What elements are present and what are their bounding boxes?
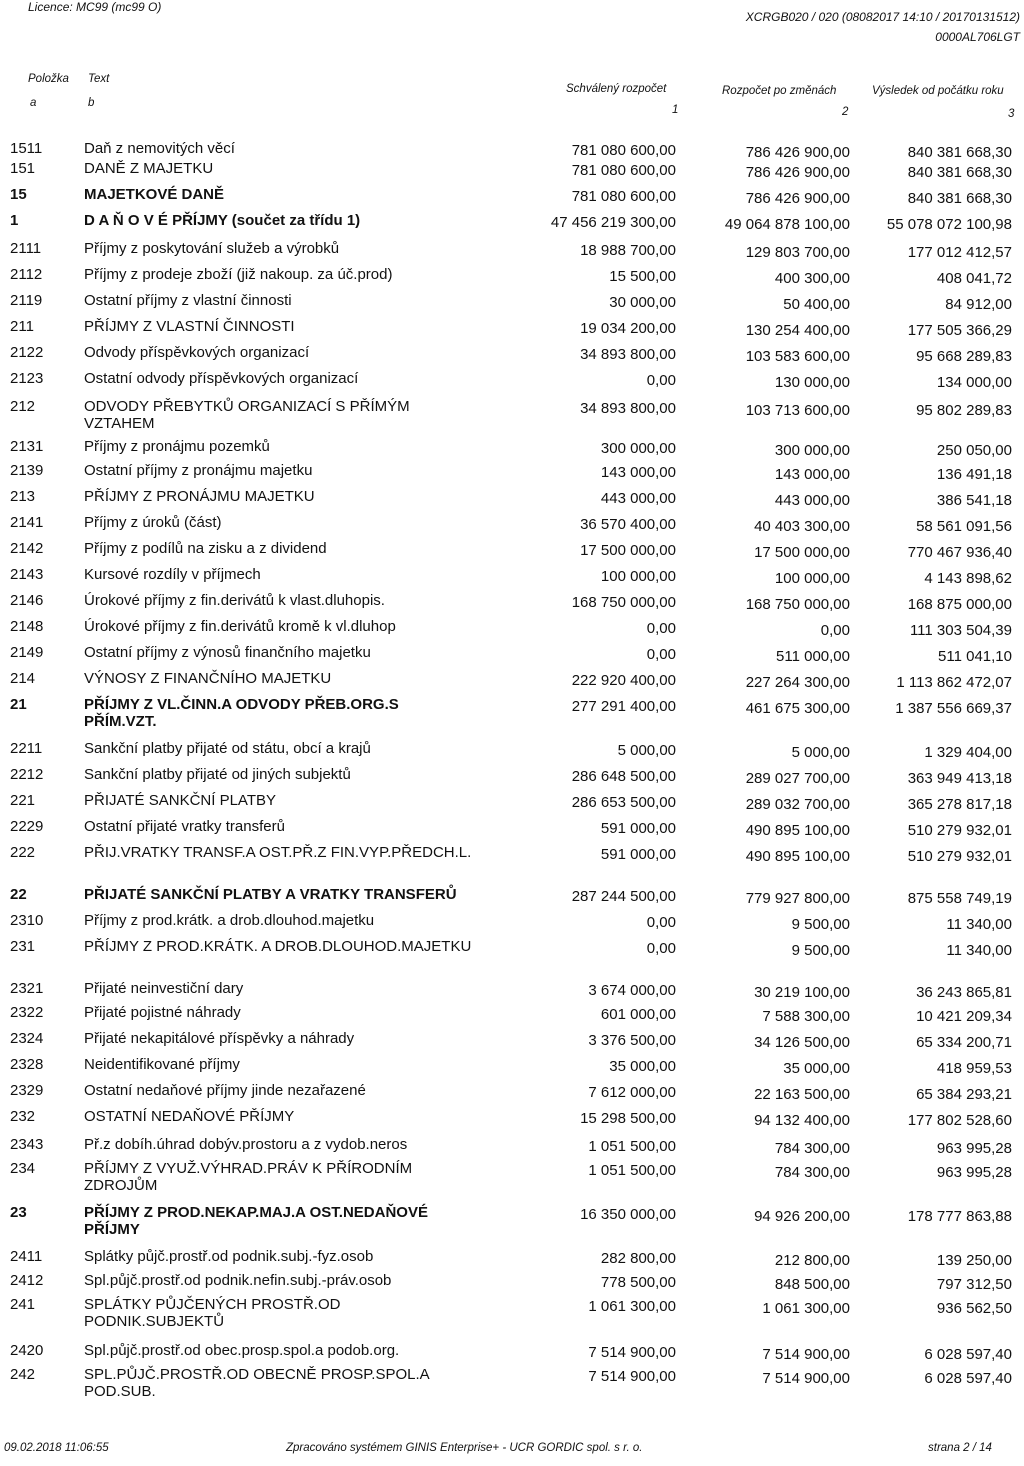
row-adjusted-budget: 461 675 300,00 (745, 700, 850, 717)
row-text: Kursové rozdíly v příjmech (84, 566, 261, 583)
row-code: 2321 (10, 980, 44, 997)
row-approved-budget: 222 920 400,00 (571, 672, 676, 689)
row-adjusted-budget: 35 000,00 (783, 1060, 850, 1077)
row-approved-budget: 0,00 (646, 620, 676, 637)
report-code: 0000AL706LGT (935, 30, 1020, 44)
row-adjusted-budget: 7 514 900,00 (762, 1346, 850, 1363)
row-text: PŘÍJMY Z VLASTNÍ ČINNOSTI (84, 318, 295, 335)
row-result: 177 012 412,57 (907, 244, 1012, 261)
row-code: 2146 (10, 592, 44, 609)
row-result: 177 802 528,60 (907, 1112, 1012, 1129)
row-adjusted-budget: 40 403 300,00 (754, 518, 850, 535)
row-approved-budget: 781 080 600,00 (571, 162, 676, 179)
row-result: 65 334 200,71 (916, 1034, 1012, 1051)
row-text: Ostatní příjmy z výnosů finančního majetku (84, 644, 371, 661)
row-adjusted-budget: 212 800,00 (774, 1252, 850, 1269)
row-result: 770 467 936,40 (907, 544, 1012, 561)
row-adjusted-budget: 9 500,00 (791, 916, 850, 933)
row-approved-budget: 47 456 219 300,00 (550, 214, 676, 231)
row-adjusted-budget: 50 400,00 (783, 296, 850, 313)
row-adjusted-budget: 22 163 500,00 (754, 1086, 850, 1103)
row-approved-budget: 34 893 800,00 (580, 346, 676, 363)
row-code: 2420 (10, 1342, 44, 1359)
row-text: VÝNOSY Z FINANČNÍHO MAJETKU (84, 670, 332, 687)
row-result: 6 028 597,40 (924, 1346, 1012, 1363)
row-code: 1 (10, 212, 19, 229)
row-approved-budget: 3 376 500,00 (588, 1032, 676, 1049)
row-code: 2412 (10, 1272, 44, 1289)
row-code: 2123 (10, 370, 44, 387)
row-result: 11 340,00 (946, 916, 1012, 933)
col-text: Text (88, 73, 110, 85)
row-result: 418 959,53 (936, 1060, 1012, 1077)
row-text: Spl.půjč.prostř.od podnik.nefin.subj.-práv.osob (84, 1272, 392, 1289)
row-result: 136 491,18 (936, 466, 1012, 483)
row-text: Splátky půjč.prostř.od podnik.subj.-fyz.osob (84, 1248, 374, 1265)
system-note: Zpracováno systémem GINIS Enterprise+ - UCR GORDIC spol. s r. o. (286, 1442, 643, 1454)
row-text: Příjmy z prod.krátk. a drob.dlouhod.majetku (84, 912, 375, 929)
row-adjusted-budget: 289 032 700,00 (745, 796, 850, 813)
row-code: 2212 (10, 766, 44, 783)
row-code: 15 (10, 186, 27, 203)
row-code: 242 (10, 1366, 36, 1383)
row-adjusted-budget: 511 000,00 (776, 648, 850, 665)
row-code: 21 (10, 696, 27, 713)
row-adjusted-budget: 490 895 100,00 (745, 822, 850, 839)
row-code: 2343 (10, 1136, 44, 1153)
licence-label: Licence: MC99 (mc99 O) (28, 0, 162, 14)
row-approved-budget: 277 291 400,00 (571, 698, 676, 715)
row-approved-budget: 778 500,00 (600, 1274, 676, 1291)
row-code: 2324 (10, 1030, 44, 1047)
row-code: 2229 (10, 818, 44, 835)
row-approved-budget: 15 298 500,00 (580, 1110, 676, 1127)
row-code: 2142 (10, 540, 44, 557)
row-result: 11 340,00 (946, 942, 1012, 959)
row-approved-budget: 35 000,00 (609, 1058, 676, 1075)
row-result: 134 000,00 (936, 374, 1012, 391)
row-text: PŘIJ.VRATKY TRANSF.A OST.PŘ.Z FIN.VYP.PŘEDCH.L. (84, 844, 472, 861)
row-approved-budget: 7 612 000,00 (588, 1084, 676, 1101)
row-adjusted-budget: 1 061 300,00 (762, 1300, 850, 1317)
row-adjusted-budget: 94 132 400,00 (754, 1112, 850, 1129)
row-result: 386 541,18 (936, 492, 1012, 509)
row-result: 58 561 091,56 (916, 518, 1012, 535)
row-approved-budget: 286 648 500,00 (571, 768, 676, 785)
row-text: Daň z nemovitých věcí (84, 140, 235, 157)
row-adjusted-budget: 30 219 100,00 (754, 984, 850, 1001)
row-adjusted-budget: 9 500,00 (791, 942, 850, 959)
row-text: MAJETKOVÉ DANĚ (84, 186, 225, 203)
page-number: strana 2 / 14 (928, 1442, 992, 1454)
row-adjusted-budget: 7 588 300,00 (762, 1008, 850, 1025)
row-result: 6 028 597,40 (924, 1370, 1012, 1387)
row-code: 22 (10, 886, 27, 903)
row-result: 1 113 862 472,07 (896, 674, 1012, 691)
row-adjusted-budget: 300 000,00 (774, 442, 850, 459)
row-code: 2211 (10, 740, 43, 757)
row-result: 510 279 932,01 (907, 848, 1012, 865)
row-result: 178 777 863,88 (907, 1208, 1012, 1225)
row-approved-budget: 300 000,00 (600, 440, 676, 457)
col-b: b (88, 97, 95, 109)
col-vysledek: Výsledek od počátku roku (872, 85, 1004, 97)
row-adjusted-budget: 7 514 900,00 (762, 1370, 850, 1387)
row-text: Příjmy z prodeje zboží (již nakoup. za úč.prod) (84, 266, 393, 283)
row-code: 2149 (10, 644, 44, 661)
row-result: 963 995,28 (936, 1164, 1012, 1181)
row-code: 211 (10, 318, 34, 335)
row-text: D A Ň O V É PŘÍJMY (součet za třídu 1) (84, 212, 361, 229)
row-text: Úrokové příjmy z fin.derivátů k vlast.dluhopis. (84, 592, 385, 609)
row-text: PŘIJATÉ SANKČNÍ PLATBY A VRATKY TRANSFERŮ (84, 886, 457, 903)
col-num-2: 2 (842, 106, 849, 118)
row-approved-budget: 781 080 600,00 (571, 142, 676, 159)
row-text: SPLÁTKY PŮJČENÝCH PROSTŘ.OD PODNIK.SUBJEKTŮ (84, 1296, 341, 1330)
row-result: 10 421 209,34 (916, 1008, 1012, 1025)
row-result: 177 505 366,29 (907, 322, 1012, 339)
row-text: Neidentifikované příjmy (84, 1056, 240, 1073)
row-text: Odvody příspěvkových organizací (84, 344, 310, 361)
row-text: Ostatní příjmy z pronájmu majetku (84, 462, 313, 479)
row-approved-budget: 1 051 500,00 (588, 1138, 676, 1155)
row-result: 250 050,00 (936, 442, 1012, 459)
row-result: 511 041,10 (938, 648, 1012, 665)
row-result: 363 949 413,18 (907, 770, 1012, 787)
row-result: 963 995,28 (936, 1140, 1012, 1157)
row-text: Ostatní příjmy z vlastní činnosti (84, 292, 292, 309)
row-adjusted-budget: 848 500,00 (774, 1276, 850, 1293)
row-approved-budget: 7 514 900,00 (588, 1344, 676, 1361)
row-result: 840 381 668,30 (907, 164, 1012, 181)
row-result: 1 329 404,00 (924, 744, 1012, 761)
row-code: 151 (10, 160, 36, 177)
print-timestamp: 09.02.2018 11:06:55 (4, 1442, 109, 1454)
row-code: 2411 (10, 1248, 43, 1265)
col-num-1: 1 (672, 104, 679, 116)
row-code: 2141 (10, 514, 44, 531)
row-code: 222 (10, 844, 36, 861)
row-text: PŘÍJMY Z PROD.KRÁTK. A DROB.DLOUHOD.MAJETKU (84, 938, 472, 955)
row-adjusted-budget: 443 000,00 (774, 492, 850, 509)
row-approved-budget: 443 000,00 (600, 490, 676, 507)
row-code: 2322 (10, 1004, 44, 1021)
row-result: 55 078 072 100,98 (886, 216, 1012, 233)
row-approved-budget: 3 674 000,00 (588, 982, 676, 999)
row-text: Přijaté neinvestiční dary (84, 980, 244, 997)
row-adjusted-budget: 490 895 100,00 (745, 848, 850, 865)
row-code: 231 (10, 938, 36, 955)
row-approved-budget: 30 000,00 (609, 294, 676, 311)
row-adjusted-budget: 17 500 000,00 (754, 544, 850, 561)
row-approved-budget: 168 750 000,00 (571, 594, 676, 611)
row-text: DANĚ Z MAJETKU (84, 160, 214, 177)
row-result: 95 802 289,83 (916, 402, 1012, 419)
row-code: 214 (10, 670, 36, 687)
row-adjusted-budget: 143 000,00 (774, 466, 850, 483)
row-code: 2148 (10, 618, 44, 635)
row-approved-budget: 16 350 000,00 (580, 1206, 676, 1223)
row-approved-budget: 5 000,00 (617, 742, 676, 759)
row-text: Přijaté nekapitálové příspěvky a náhrady (84, 1030, 355, 1047)
row-text: PŘÍJMY Z VYUŽ.VÝHRAD.PRÁV K PŘÍRODNÍM ZDROJŮM (84, 1160, 413, 1194)
row-code: 2122 (10, 344, 44, 361)
row-approved-budget: 591 000,00 (600, 846, 676, 863)
row-approved-budget: 15 500,00 (609, 268, 676, 285)
col-po-zmenach: Rozpočet po změnách (722, 85, 837, 97)
col-polozka: Položka (28, 73, 69, 85)
row-text: Úrokové příjmy z fin.derivátů kromě k vl.dluhop (84, 618, 396, 635)
row-code: 234 (10, 1160, 36, 1177)
row-adjusted-budget: 103 713 600,00 (745, 402, 850, 419)
row-text: PŘÍJMY Z VL.ČINN.A ODVODY PŘEB.ORG.S PŘÍM.VZT. (84, 696, 399, 730)
row-approved-budget: 1 051 500,00 (588, 1162, 676, 1179)
row-text: Sankční platby přijaté od státu, obcí a krajů (84, 740, 371, 757)
row-adjusted-budget: 289 027 700,00 (745, 770, 850, 787)
row-text: Sankční platby přijaté od jiných subjektů (84, 766, 351, 783)
row-result: 840 381 668,30 (907, 190, 1012, 207)
row-code: 2112 (10, 266, 43, 283)
row-approved-budget: 286 653 500,00 (571, 794, 676, 811)
row-result: 36 243 865,81 (916, 984, 1012, 1001)
row-result: 408 041,72 (936, 270, 1012, 287)
row-approved-budget: 34 893 800,00 (580, 400, 676, 417)
row-adjusted-budget: 784 300,00 (774, 1164, 850, 1181)
row-code: 1511 (10, 140, 43, 157)
row-approved-budget: 18 988 700,00 (580, 242, 676, 259)
row-adjusted-budget: 130 254 400,00 (745, 322, 850, 339)
row-approved-budget: 17 500 000,00 (580, 542, 676, 559)
row-adjusted-budget: 94 926 200,00 (754, 1208, 850, 1225)
col-schvaleny: Schválený rozpočet (566, 83, 667, 95)
row-adjusted-budget: 34 126 500,00 (754, 1034, 850, 1051)
row-code: 241 (10, 1296, 36, 1313)
row-adjusted-budget: 130 000,00 (774, 374, 850, 391)
row-result: 111 303 504,39 (909, 622, 1012, 639)
row-adjusted-budget: 786 426 900,00 (745, 190, 850, 207)
row-text: Příjmy z pronájmu pozemků (84, 438, 270, 455)
row-adjusted-budget: 786 426 900,00 (745, 164, 850, 181)
row-approved-budget: 591 000,00 (600, 820, 676, 837)
row-text: Ostatní nedaňové příjmy jinde nezařazené (84, 1082, 366, 1099)
row-text: Ostatní přijaté vratky transferů (84, 818, 285, 835)
row-code: 2143 (10, 566, 44, 583)
row-code: 221 (10, 792, 36, 809)
row-text: Ostatní odvody příspěvkových organizací (84, 370, 359, 387)
row-result: 168 875 000,00 (907, 596, 1012, 613)
row-code: 213 (10, 488, 36, 505)
row-code: 23 (10, 1204, 27, 1221)
row-adjusted-budget: 784 300,00 (774, 1140, 850, 1157)
row-result: 936 562,50 (936, 1300, 1012, 1317)
row-text: Příjmy z poskytování služeb a výrobků (84, 240, 340, 257)
row-code: 212 (10, 398, 36, 415)
row-result: 875 558 749,19 (907, 890, 1012, 907)
row-result: 84 912,00 (945, 296, 1012, 313)
row-adjusted-budget: 779 927 800,00 (745, 890, 850, 907)
row-text: PŘIJATÉ SANKČNÍ PLATBY (84, 792, 276, 809)
row-approved-budget: 19 034 200,00 (580, 320, 676, 337)
row-approved-budget: 7 514 900,00 (588, 1368, 676, 1385)
row-adjusted-budget: 5 000,00 (791, 744, 850, 761)
row-code: 2139 (10, 462, 44, 479)
row-adjusted-budget: 227 264 300,00 (745, 674, 850, 691)
row-code: 232 (10, 1108, 36, 1125)
row-result: 840 381 668,30 (907, 144, 1012, 161)
row-adjusted-budget: 400 300,00 (774, 270, 850, 287)
row-result: 65 384 293,21 (916, 1086, 1012, 1103)
row-result: 365 278 817,18 (907, 796, 1012, 813)
row-text: Příjmy z úroků (část) (84, 514, 222, 531)
row-adjusted-budget: 0,00 (820, 622, 850, 639)
row-result: 139 250,00 (936, 1252, 1012, 1269)
row-approved-budget: 0,00 (646, 914, 676, 931)
row-text: Příjmy z podílů na zisku a z dividend (84, 540, 327, 557)
row-approved-budget: 287 244 500,00 (571, 888, 676, 905)
row-approved-budget: 0,00 (646, 646, 676, 663)
row-approved-budget: 1 061 300,00 (588, 1298, 676, 1315)
row-approved-budget: 36 570 400,00 (580, 516, 676, 533)
row-text: SPL.PŮJČ.PROSTŘ.OD OBECNĚ PROSP.SPOL.A POD.SUB. (84, 1366, 429, 1400)
row-text: PŘÍJMY Z PRONÁJMU MAJETKU (84, 488, 315, 505)
row-adjusted-budget: 103 583 600,00 (745, 348, 850, 365)
row-approved-budget: 0,00 (646, 940, 676, 957)
row-text: Př.z dobíh.úhrad dobýv.prostoru a z vydob.neros (84, 1136, 408, 1153)
row-result: 1 387 556 669,37 (895, 700, 1012, 717)
row-code: 2119 (10, 292, 43, 309)
row-code: 2329 (10, 1082, 44, 1099)
row-text: OSTATNÍ NEDAŇOVÉ PŘÍJMY (84, 1108, 295, 1125)
row-adjusted-budget: 786 426 900,00 (745, 144, 850, 161)
row-approved-budget: 601 000,00 (600, 1006, 676, 1023)
col-a: a (30, 97, 37, 109)
row-result: 510 279 932,01 (907, 822, 1012, 839)
row-approved-budget: 143 000,00 (600, 464, 676, 481)
row-approved-budget: 0,00 (646, 372, 676, 389)
row-text: Přijaté pojistné náhrady (84, 1004, 241, 1021)
report-id: XCRGB020 / 020 (08082017 14:10 / 20170131512) (745, 10, 1020, 24)
row-text: ODVODY PŘEBYTKŮ ORGANIZACÍ S PŘÍMÝM VZTAHEM (84, 398, 410, 432)
row-adjusted-budget: 49 064 878 100,00 (724, 216, 850, 233)
row-text: Spl.půjč.prostř.od obec.prosp.spol.a podob.org. (84, 1342, 400, 1359)
row-result: 797 312,50 (936, 1276, 1012, 1293)
row-code: 2111 (10, 240, 42, 257)
row-adjusted-budget: 168 750 000,00 (745, 596, 850, 613)
row-adjusted-budget: 129 803 700,00 (745, 244, 850, 261)
row-approved-budget: 282 800,00 (600, 1250, 676, 1267)
col-num-3: 3 (1008, 108, 1015, 120)
row-result: 95 668 289,83 (916, 348, 1012, 365)
row-result: 4 143 898,62 (924, 570, 1012, 587)
row-code: 2131 (10, 438, 44, 455)
row-code: 2328 (10, 1056, 44, 1073)
row-text: PŘÍJMY Z PROD.NEKAP.MAJ.A OST.NEDAŇOVÉ PŘÍJMY (84, 1204, 428, 1238)
row-adjusted-budget: 100 000,00 (774, 570, 850, 587)
row-code: 2310 (10, 912, 44, 929)
row-approved-budget: 100 000,00 (600, 568, 676, 585)
row-approved-budget: 781 080 600,00 (571, 188, 676, 205)
